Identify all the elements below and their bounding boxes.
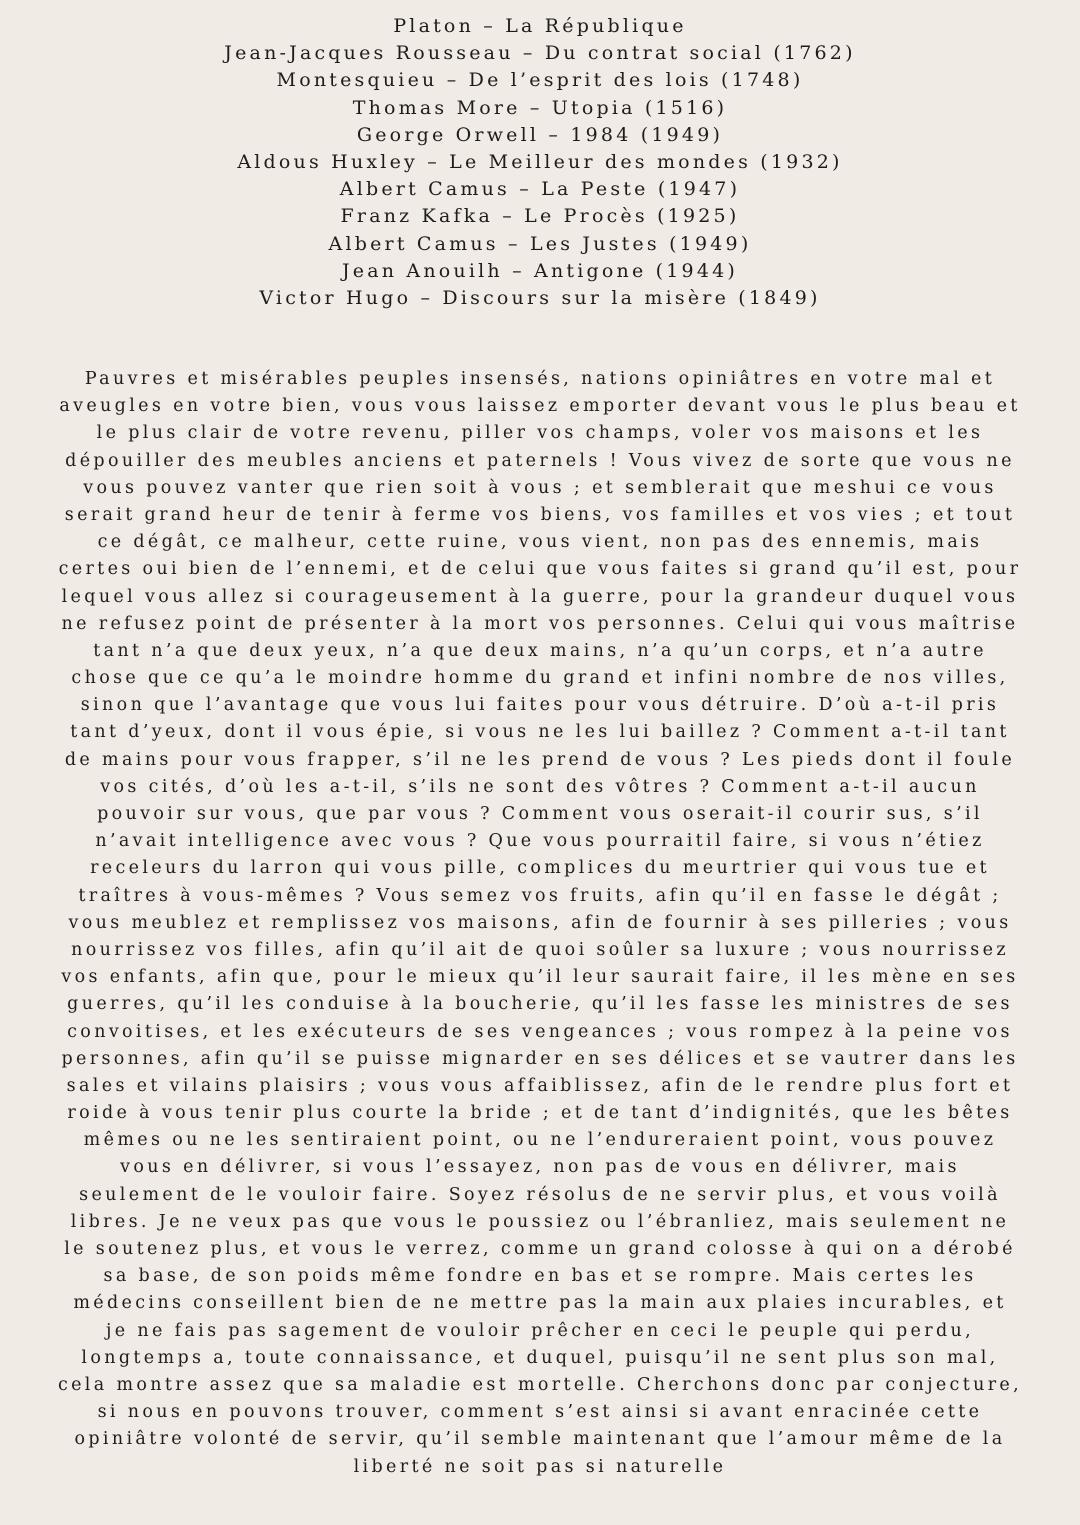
excerpt-line: Pauvres et misérables peuples insensés, nations opiniâtres en votre mal et (84, 369, 996, 389)
excerpt-line: convoitises, et les exécuteurs de ses vengeances ; vous rompez à la peine vos (67, 1021, 1013, 1042)
excerpt-line: vous pouvez vanter que rien soit à vous ; et semblerait que meshui ce vous (83, 477, 997, 498)
excerpt-line: lequel vous allez si courageusement à la guerre, pour la grandeur duquel vous (61, 586, 1019, 607)
excerpt-line: guerres, qu’il les conduise à la boucherie, qu’il les fasse les ministres de ses (67, 994, 1013, 1015)
excerpt-line: le soutenez plus, et vous le verrez, comme un grand colosse à qui on a dérobé (64, 1239, 1016, 1259)
excerpt-paragraph (14, 366, 1066, 1481)
work-item-orwell: George Orwell – 1984 (1949) (356, 123, 724, 146)
excerpt-line: n’avait intelligence avec vous ? Que vous pourraitil faire, si vous n’étiez (95, 831, 985, 852)
excerpt-line: tant n’a que deux yeux, n’a que deux mains, n’a qu’un corps, et n’a autre (93, 640, 987, 661)
excerpt-line: personnes, afin qu’il se puisse mignarder en ses délices et se vautrer dans les (61, 1048, 1019, 1069)
excerpt-line: roide à vous tenir plus courte la bride ; et de tant d’indignités, que les bêtes (67, 1103, 1013, 1124)
excerpt-line: sa base, de son poids même fondre en bas et se rompre. Mais certes les (103, 1266, 977, 1287)
excerpt-line: dépouiller des meubles anciens et paternels ! Vous vivez de sorte que vous ne (65, 450, 1015, 471)
excerpt-line: nourrissez vos filles, afin qu’il ait de quoi soûler sa luxure ; vous nourrissez (71, 939, 1009, 960)
excerpt-line: vous en délivrer, si vous l’essayez, non pas de vous en délivrer, mais (120, 1157, 960, 1178)
excerpt-line: tant d’yeux, dont il vous épie, si vous ne les lui baillez ? Comment a-t-il tant (70, 722, 1010, 743)
excerpt-line: médecins conseillent bien de ne mettre pas la main aux plaies incurables, et (73, 1293, 1007, 1314)
work-item-kafka: Franz Kafka – Le Procès (1925) (340, 205, 740, 228)
works-list (0, 13, 1080, 312)
excerpt-line: seulement de le vouloir faire. Soyez résolus de ne servir plus, et vous voilà (79, 1184, 1001, 1205)
excerpt-line: ne refusez point de présenter à la mort vos personnes. Celui qui vous maîtrise (61, 613, 1019, 634)
excerpt-line: vous meublez et remplissez vos maisons, afin de fournir à ses pilleries ; vous (68, 912, 1012, 933)
excerpt-line: cela montre assez que sa maladie est mortelle. Cherchons donc par conjecture, (57, 1374, 1023, 1395)
excerpt-line: certes oui bien de l’ennemi, et de celui que vous faites si grand qu’il est, pour (58, 559, 1022, 580)
work-item-montesquieu: Montesquieu – De l’esprit des lois (1748) (276, 69, 804, 92)
excerpt-line: ce dégât, ce malheur, cette ruine, vous vient, non pas des ennemis, mais (97, 532, 983, 553)
excerpt-line: vos enfants, afin que, pour le mieux qu’il leur saurait faire, il les mène en ses (61, 967, 1019, 988)
excerpt-line: receleurs du larron qui vous pille, complices du meurtrier qui vous tue et (90, 858, 990, 879)
work-item-anouilh: Jean Anouilh – Antigone (1944) (341, 259, 739, 282)
excerpt-line: mêmes ou ne les sentiraient point, ou ne l’endureraient point, vous pouvez (83, 1130, 997, 1151)
excerpt-line: chose que ce qu’a le moindre homme du grand et infini nombre de nos villes, (71, 668, 1009, 689)
excerpt-line: si nous en pouvons trouver, comment s’est ainsi si avant enracinée cette (97, 1402, 983, 1423)
excerpt-line: pouvoir sur vous, que par vous ? Comment vous oserait-il courir sus, s’il (97, 804, 983, 824)
excerpt-line: traîtres à vous-mêmes ? Vous semez vos fruits, afin qu’il en fasse le dégât ; (78, 885, 1002, 906)
work-item-platon: Platon – La République (393, 15, 687, 37)
excerpt-line: sales et vilains plaisirs ; vous vous affaiblissez, afin de le rendre plus fort et (66, 1075, 1014, 1096)
excerpt-line: le plus clair de votre revenu, piller vos champs, voler vos maisons et les (96, 423, 984, 444)
excerpt-line: vos cités, d’où les a-t-il, s’ils ne sont des vôtres ? Comment a-t-il aucun (100, 776, 980, 797)
work-item-camus-justes: Albert Camus – Les Justes (1949) (328, 232, 752, 255)
excerpt-line: je ne fais pas sagement de vouloir prêcher en ceci le peuple qui perdu, (105, 1320, 975, 1341)
excerpt-line: de mains pour vous frapper, s’il ne les prend de vous ? Les pieds dont il foule (64, 749, 1016, 770)
excerpt-line: liberté ne soit pas si naturelle (353, 1456, 727, 1477)
work-item-hugo: Victor Hugo – Discours sur la misère (1849) (259, 286, 821, 309)
excerpt-line: opiniâtre volonté de servir, qu’il semble maintenant que l’amour même de la (74, 1429, 1006, 1450)
excerpt-line: sinon que l’avantage que vous lui faites pour vous détruire. D’où a-t-il pris (80, 695, 1000, 716)
excerpt-line: serait grand heur de tenir à ferme vos biens, vos familles et vos vies ; et tout (64, 504, 1016, 525)
work-item-rousseau: Jean-Jacques Rousseau – Du contrat social (1762) (224, 42, 856, 65)
work-item-huxley: Aldous Huxley – Le Meilleur des mondes (1932) (237, 150, 843, 173)
excerpt-line: libres. Je ne veux pas que vous le poussiez ou l’ébranliez, mais seulement ne (70, 1211, 1010, 1232)
excerpt-line: longtemps a, toute connaissance, et duquel, puisqu’il ne sent plus son mal, (81, 1347, 999, 1368)
excerpt-line: aveugles en votre bien, vous vous laissez emporter devant vous le plus beau et (59, 396, 1021, 417)
work-item-camus-peste: Albert Camus – La Peste (1947) (339, 178, 741, 201)
work-item-more: Thomas More – Utopia (1516) (352, 96, 728, 119)
